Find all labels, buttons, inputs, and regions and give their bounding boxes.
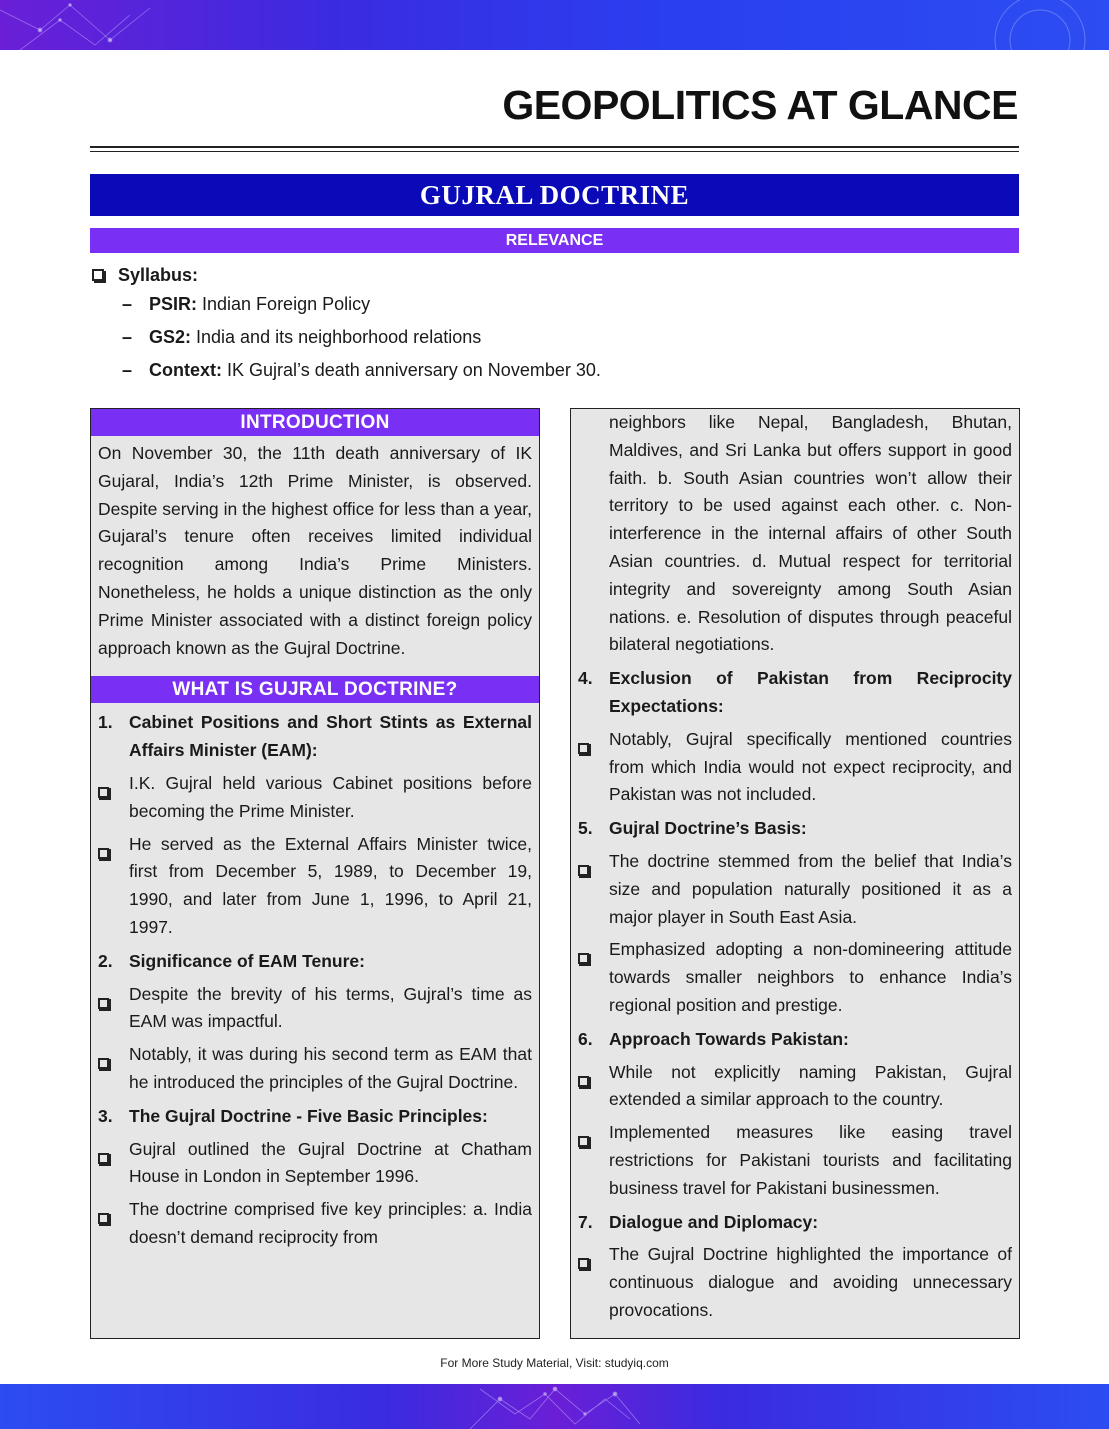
title-rule-thin	[90, 151, 1019, 152]
point-block	[91, 1103, 539, 1252]
point-heading	[571, 665, 1019, 721]
left-column	[90, 408, 540, 1339]
point-heading	[571, 1209, 1019, 1237]
bullet-icon-wrap	[98, 1041, 129, 1097]
checkbox-square-icon	[98, 1153, 109, 1164]
point-title: Exclusion of Pakistan from Reciprocity Expectations:	[609, 668, 1012, 716]
point-title: Approach Towards Pakistan:	[609, 1028, 849, 1049]
network-graphic-icon	[0, 1384, 1109, 1429]
dash-icon: –	[122, 294, 133, 314]
bullet-item	[91, 770, 539, 826]
point-block	[571, 1026, 1019, 1203]
relevance-heading: RELEVANCE	[90, 228, 1019, 253]
bullet-item	[571, 1241, 1019, 1324]
checkbox-square-icon	[98, 1058, 109, 1069]
bullet-icon-wrap	[98, 1136, 129, 1192]
bullet-text: Notably, Gujral specifically mentioned countries from which India would not expect reciprocity, and Pakistan was not included.	[609, 728, 1012, 805]
right-column	[570, 408, 1020, 1339]
bullet-icon-wrap	[578, 1119, 609, 1202]
checkbox-square-icon	[98, 787, 109, 798]
topic-heading: GUJRAL DOCTRINE	[90, 174, 1019, 216]
bullet-item	[91, 1136, 539, 1192]
syllabus-item	[92, 354, 992, 387]
syllabus-item-text: IK Gujral’s death anniversary on November 30.	[227, 360, 601, 380]
footer-text: For More Study Material, Visit: studyiq.com	[440, 1356, 669, 1370]
bullet-text: While not explicitly naming Pakistan, Gujral extended a similar approach to the country.	[609, 1061, 1012, 1110]
checkbox-square-icon	[578, 865, 589, 876]
point-number: 4.	[578, 668, 593, 689]
point-number: 5.	[578, 818, 593, 839]
bullet-icon-wrap	[98, 831, 129, 942]
point-heading	[91, 1103, 539, 1131]
syllabus-item	[92, 321, 992, 354]
bullet-item	[571, 1059, 1019, 1115]
syllabus-item-key: GS2:	[149, 327, 192, 347]
checkbox-square-icon	[98, 848, 109, 859]
point-title: Dialogue and Diplomacy:	[609, 1211, 819, 1232]
bullet-text: The doctrine comprised five key principles: a. India doesn’t demand reciprocity from	[129, 1199, 532, 1247]
bullet-item	[91, 831, 539, 942]
syllabus-section	[92, 262, 992, 387]
checkbox-square-icon	[578, 1136, 589, 1147]
bullet-icon-wrap	[578, 726, 609, 809]
point-title: Cabinet Positions and Short Stints as External Affairs Minister (EAM):	[129, 712, 532, 761]
point-number: 6.	[578, 1028, 593, 1049]
syllabus-label: Syllabus:	[118, 264, 199, 285]
point-block	[91, 709, 539, 941]
bullet-icon-wrap	[578, 936, 609, 1019]
bullet-item	[571, 1119, 1019, 1202]
bullet-icon-wrap	[578, 1241, 609, 1324]
left-points	[91, 709, 539, 1251]
syllabus-item-text: India and its neighborhood relations	[196, 327, 482, 347]
point-block	[571, 815, 1019, 1020]
point-number: 7.	[578, 1211, 593, 1232]
point-heading	[571, 815, 1019, 843]
checkbox-square-icon	[98, 1213, 109, 1224]
bullet-item	[91, 1196, 539, 1252]
bullet-icon-wrap	[578, 1059, 609, 1115]
point-number: 1.	[98, 712, 113, 733]
point-heading	[571, 1026, 1019, 1054]
checkbox-square-icon	[92, 269, 104, 281]
bullet-text: Emphasized adopting a non-domineering attitude towards smaller neighbors to enhance India’s regional position and prestige.	[609, 939, 1012, 1015]
network-graphic-icon	[0, 0, 1109, 50]
bullet-text: Notably, it was during his second term as EAM that he introduced the principles of the Gujral Doctrine.	[129, 1044, 532, 1092]
syllabus-item-key: PSIR:	[149, 294, 198, 314]
point-title: The Gujral Doctrine - Five Basic Principles:	[129, 1105, 488, 1126]
point-number: 2.	[98, 950, 113, 971]
dash-icon: –	[122, 327, 133, 347]
bullet-text: Despite the brevity of his terms, Gujral’s time as EAM was impactful.	[129, 983, 532, 1032]
syllabus-item	[92, 288, 992, 321]
syllabus-heading	[92, 262, 992, 288]
bullet-item	[571, 936, 1019, 1019]
bullet-item	[91, 981, 539, 1037]
bullet-icon-wrap	[98, 981, 129, 1037]
bullet-item	[571, 726, 1019, 809]
bullet-text: Implemented measures like easing travel restrictions for Pakistani tourists and facilitating business travel for Pakistani businessmen.	[609, 1122, 1012, 1198]
footer-band	[0, 1384, 1109, 1429]
syllabus-item-key: Context:	[149, 360, 222, 380]
point-title: Significance of EAM Tenure:	[129, 950, 365, 971]
point-heading	[91, 948, 539, 976]
point-block	[91, 948, 539, 1097]
point-title: Gujral Doctrine’s Basis:	[609, 818, 807, 839]
point-block	[571, 1209, 1019, 1325]
point-number: 3.	[98, 1105, 113, 1126]
bullet-text: I.K. Gujral held various Cabinet positions before becoming the Prime Minister.	[129, 772, 532, 821]
page-title: GEOPOLITICS AT GLANCE	[502, 82, 1018, 128]
checkbox-square-icon	[578, 1258, 589, 1269]
bullet-item	[571, 848, 1019, 931]
bullet-icon-wrap	[98, 770, 129, 826]
header-band	[0, 0, 1109, 50]
bullet-text: The doctrine stemmed from the belief that India’s size and population naturally positioned it as a major player in South East Asia.	[609, 850, 1012, 927]
bullet-icon-wrap	[98, 1196, 129, 1252]
dash-icon: –	[122, 360, 133, 380]
bullet-text: Gujral outlined the Gujral Doctrine at Chatham House in London in September 1996.	[129, 1138, 532, 1187]
introduction-text: On November 30, the 11th death anniversary of IK Gujaral, India’s 12th Prime Minister, is observed. Despite serving in the highest office for less than a year, Gujaral’s tenure often receives limited individual recognition among India’s Prime Ministers. Nonetheless, he holds a unique distinction as the only Prime Minister associated with a distinct foreign policy approach known as the Gujral Doctrine.	[98, 443, 532, 658]
point-heading	[91, 709, 539, 765]
point-block	[571, 665, 1019, 809]
checkbox-square-icon	[578, 1076, 589, 1087]
introduction-heading: INTRODUCTION	[91, 409, 539, 436]
what-is-heading: WHAT IS GUJRAL DOCTRINE?	[91, 676, 539, 703]
continued-principles-text: neighbors like Nepal, Bangladesh, Bhutan, Maldives, and Sri Lanka but offers support in good faith. b. South Asian countries won’t allow their territory to be used against each other. c. Non-interference in the internal affairs of other South Asian countries. d. Mutual respect for territorial integrity and sovereignty among South Asian nations. e. Resolution of disputes through peaceful bilateral negotiations.	[609, 412, 1012, 655]
syllabus-item-text: Indian Foreign Policy	[202, 294, 371, 314]
bullet-icon-wrap	[578, 848, 609, 931]
checkbox-square-icon	[578, 743, 589, 754]
checkbox-square-icon	[578, 953, 589, 964]
bullet-item	[91, 1041, 539, 1097]
title-rule	[90, 146, 1019, 148]
bullet-text: He served as the External Affairs Minister twice, first from December 5, 1989, to December 19, 1990, and later from June 1, 1996, to April 21, 1997.	[129, 833, 532, 937]
right-points	[571, 665, 1019, 1325]
checkbox-square-icon	[98, 998, 109, 1009]
bullet-text: The Gujral Doctrine highlighted the importance of continuous dialogue and avoiding unnecessary provocations.	[609, 1244, 1012, 1320]
